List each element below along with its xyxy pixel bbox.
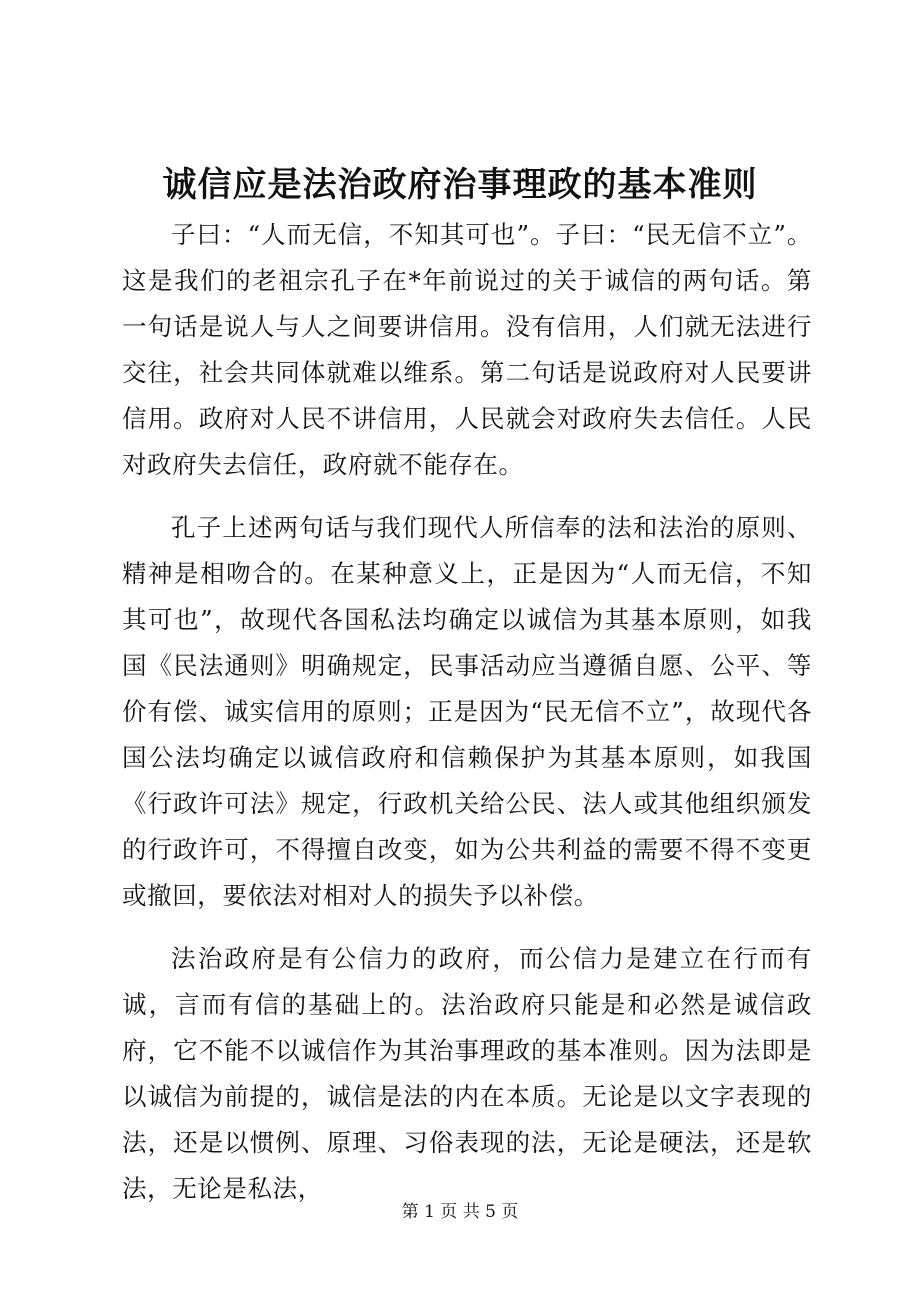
document-title: 诚信应是法治政府治事理政的基本准则 xyxy=(162,165,758,205)
paragraph-2: 孔子上述两句话与我们现代人所信奉的法和法治的原则、精神是相吻合的。在某种意义上，正是因为“人而无信，不知其可也”，故现代各国私法均确定以诚信为其基本原则，如我国《民法通则》明确规定，民事活动应当遵循自愿、公平、等价有偿、诚实信用的原则；正是因为“民无信不立”，故现代各国公法均确定以诚信政府和信赖保护为其基本原则，如我国《行政许可法》规定，行政机关给公民、法人或其他组织颁发的行政许可，不得擅自改变，如为公共利益的需要不得不变更或撤回，要依法对相对人的损失予以补偿。 xyxy=(122,513,812,910)
paragraph-1: 子曰：“人而无信，不知其可也”。子曰：“民无信不立”。这是我们的老祖宗孔子在*年前说过的关于诚信的两句话。第一句话是说人与人之间要讲信用。没有信用，人们就无法进行交往，社会共同体就难以维系。第二句话是说政府对人民要讲信用。政府对人民不讲信用，人民就会对政府失去信任。人民对政府失去信任，政府就不能存在。 xyxy=(122,220,812,479)
paragraph-3: 法治政府是有公信力的政府，而公信力是建立在行而有诚，言而有信的基础上的。法治政府只能是和必然是诚信政府，它不能不以诚信作为其治事理政的基本准则。因为法即是以诚信为前提的，诚信是法的内在本质。无论是以文字表现的法，还是以惯例、原理、习俗表现的法，无论是硬法，还是软法，无论是私法， xyxy=(122,944,812,1203)
page-footer: 第 1 页 共 5 页 xyxy=(401,1202,519,1222)
document-body xyxy=(122,212,812,1229)
